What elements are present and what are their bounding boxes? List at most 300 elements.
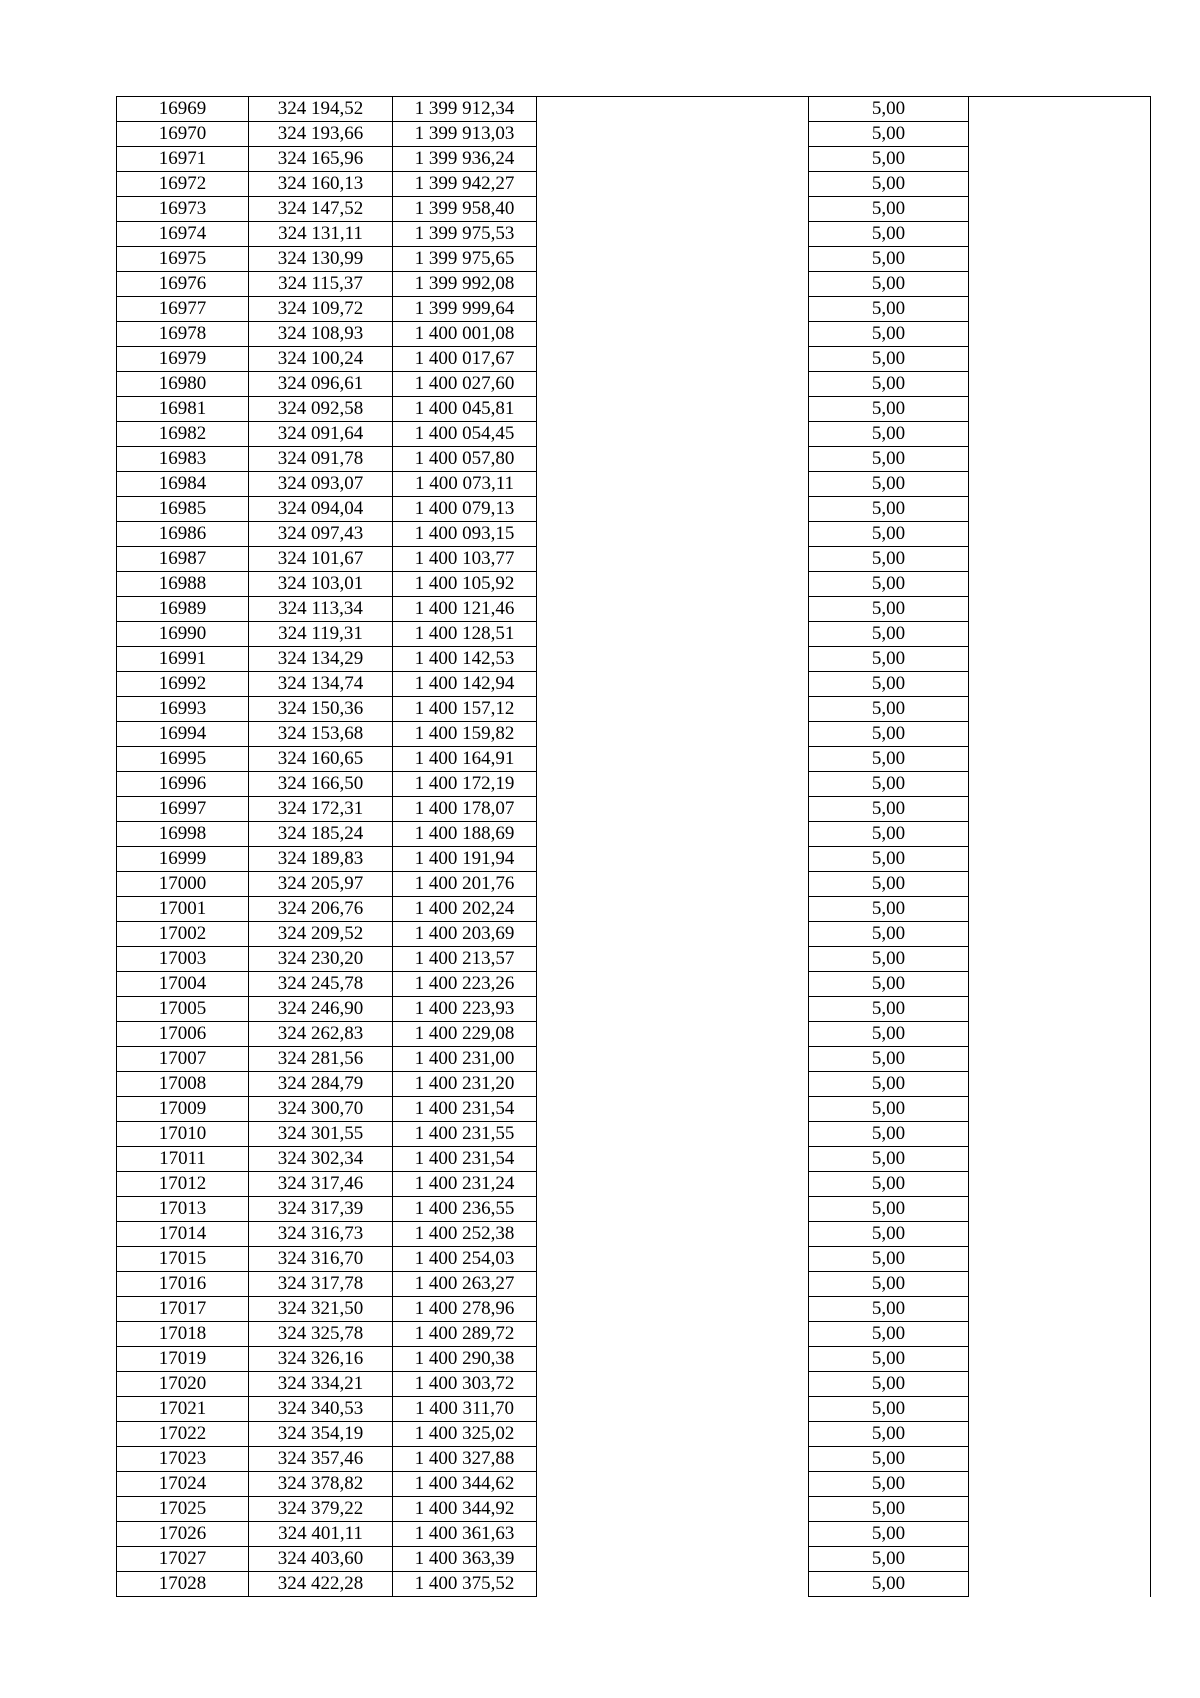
empty-cell bbox=[537, 147, 809, 172]
y-coordinate-cell: 1 400 223,26 bbox=[393, 972, 537, 997]
y-coordinate-cell: 1 400 128,51 bbox=[393, 622, 537, 647]
note-cell bbox=[969, 922, 1151, 947]
note-cell bbox=[969, 1197, 1151, 1222]
value-cell: 5,00 bbox=[809, 572, 969, 597]
y-coordinate-cell: 1 400 363,39 bbox=[393, 1547, 537, 1572]
y-coordinate-cell: 1 400 203,69 bbox=[393, 922, 537, 947]
y-coordinate-cell: 1 400 325,02 bbox=[393, 1422, 537, 1447]
empty-cell bbox=[537, 447, 809, 472]
value-cell: 5,00 bbox=[809, 1247, 969, 1272]
y-coordinate-cell: 1 400 254,03 bbox=[393, 1247, 537, 1272]
table-row bbox=[117, 1072, 1151, 1097]
note-cell bbox=[969, 1397, 1151, 1422]
y-coordinate-cell: 1 399 975,53 bbox=[393, 222, 537, 247]
empty-cell bbox=[537, 697, 809, 722]
table-row bbox=[117, 847, 1151, 872]
y-coordinate-cell: 1 400 057,80 bbox=[393, 447, 537, 472]
y-coordinate-cell: 1 400 263,27 bbox=[393, 1272, 537, 1297]
x-coordinate-cell: 324 160,13 bbox=[249, 172, 393, 197]
table-row bbox=[117, 1547, 1151, 1572]
y-coordinate-cell: 1 399 999,64 bbox=[393, 297, 537, 322]
y-coordinate-cell: 1 400 231,55 bbox=[393, 1122, 537, 1147]
empty-cell bbox=[537, 1397, 809, 1422]
value-cell: 5,00 bbox=[809, 1072, 969, 1097]
table-row bbox=[117, 1047, 1151, 1072]
value-cell: 5,00 bbox=[809, 1172, 969, 1197]
table-row bbox=[117, 447, 1151, 472]
point-number-cell: 16998 bbox=[117, 822, 249, 847]
y-coordinate-cell: 1 400 201,76 bbox=[393, 872, 537, 897]
point-number-cell: 17023 bbox=[117, 1447, 249, 1472]
note-cell bbox=[969, 297, 1151, 322]
value-cell: 5,00 bbox=[809, 397, 969, 422]
empty-cell bbox=[537, 972, 809, 997]
y-coordinate-cell: 1 399 936,24 bbox=[393, 147, 537, 172]
table-row bbox=[117, 1372, 1151, 1397]
y-coordinate-cell: 1 400 188,69 bbox=[393, 822, 537, 847]
empty-cell bbox=[537, 1472, 809, 1497]
note-cell bbox=[969, 497, 1151, 522]
empty-cell bbox=[537, 597, 809, 622]
point-number-cell: 16987 bbox=[117, 547, 249, 572]
table-row bbox=[117, 1397, 1151, 1422]
value-cell: 5,00 bbox=[809, 972, 969, 997]
value-cell: 5,00 bbox=[809, 1147, 969, 1172]
y-coordinate-cell: 1 400 278,96 bbox=[393, 1297, 537, 1322]
y-coordinate-cell: 1 400 303,72 bbox=[393, 1372, 537, 1397]
table-row bbox=[117, 1197, 1151, 1222]
value-cell: 5,00 bbox=[809, 147, 969, 172]
x-coordinate-cell: 324 422,28 bbox=[249, 1572, 393, 1597]
y-coordinate-cell: 1 400 361,63 bbox=[393, 1522, 537, 1547]
x-coordinate-cell: 324 193,66 bbox=[249, 122, 393, 147]
x-coordinate-cell: 324 194,52 bbox=[249, 97, 393, 122]
y-coordinate-cell: 1 400 375,52 bbox=[393, 1572, 537, 1597]
value-cell: 5,00 bbox=[809, 247, 969, 272]
value-cell: 5,00 bbox=[809, 1322, 969, 1347]
y-coordinate-cell: 1 400 159,82 bbox=[393, 722, 537, 747]
x-coordinate-cell: 324 101,67 bbox=[249, 547, 393, 572]
value-cell: 5,00 bbox=[809, 1447, 969, 1472]
empty-cell bbox=[537, 1572, 809, 1597]
value-cell: 5,00 bbox=[809, 1097, 969, 1122]
note-cell bbox=[969, 797, 1151, 822]
empty-cell bbox=[537, 197, 809, 222]
table-row bbox=[117, 1572, 1151, 1597]
note-cell bbox=[969, 647, 1151, 672]
empty-cell bbox=[537, 1522, 809, 1547]
note-cell bbox=[969, 372, 1151, 397]
table-row bbox=[117, 172, 1151, 197]
empty-cell bbox=[537, 222, 809, 247]
y-coordinate-cell: 1 400 231,20 bbox=[393, 1072, 537, 1097]
value-cell: 5,00 bbox=[809, 272, 969, 297]
empty-cell bbox=[537, 422, 809, 447]
note-cell bbox=[969, 447, 1151, 472]
table-row bbox=[117, 622, 1151, 647]
note-cell bbox=[969, 1347, 1151, 1372]
point-number-cell: 16977 bbox=[117, 297, 249, 322]
table-row bbox=[117, 647, 1151, 672]
table-row bbox=[117, 997, 1151, 1022]
point-number-cell: 17002 bbox=[117, 922, 249, 947]
table-row bbox=[117, 1272, 1151, 1297]
empty-cell bbox=[537, 1222, 809, 1247]
x-coordinate-cell: 324 316,70 bbox=[249, 1247, 393, 1272]
point-number-cell: 17007 bbox=[117, 1047, 249, 1072]
value-cell: 5,00 bbox=[809, 547, 969, 572]
note-cell bbox=[969, 772, 1151, 797]
point-number-cell: 17000 bbox=[117, 872, 249, 897]
point-number-cell: 17011 bbox=[117, 1147, 249, 1172]
table-row bbox=[117, 372, 1151, 397]
value-cell: 5,00 bbox=[809, 522, 969, 547]
empty-cell bbox=[537, 647, 809, 672]
table-row bbox=[117, 122, 1151, 147]
value-cell: 5,00 bbox=[809, 372, 969, 397]
point-number-cell: 16996 bbox=[117, 772, 249, 797]
point-number-cell: 16975 bbox=[117, 247, 249, 272]
note-cell bbox=[969, 547, 1151, 572]
y-coordinate-cell: 1 399 958,40 bbox=[393, 197, 537, 222]
note-cell bbox=[969, 1172, 1151, 1197]
table-row bbox=[117, 1347, 1151, 1372]
table-row bbox=[117, 1447, 1151, 1472]
note-cell bbox=[969, 1272, 1151, 1297]
x-coordinate-cell: 324 091,78 bbox=[249, 447, 393, 472]
empty-cell bbox=[537, 672, 809, 697]
point-number-cell: 17010 bbox=[117, 1122, 249, 1147]
y-coordinate-cell: 1 400 172,19 bbox=[393, 772, 537, 797]
note-cell bbox=[969, 1547, 1151, 1572]
point-number-cell: 17003 bbox=[117, 947, 249, 972]
x-coordinate-cell: 324 100,24 bbox=[249, 347, 393, 372]
empty-cell bbox=[537, 872, 809, 897]
table-row bbox=[117, 1522, 1151, 1547]
note-cell bbox=[969, 947, 1151, 972]
y-coordinate-cell: 1 400 231,54 bbox=[393, 1097, 537, 1122]
empty-cell bbox=[537, 1422, 809, 1447]
x-coordinate-cell: 324 302,34 bbox=[249, 1147, 393, 1172]
table-row bbox=[117, 1172, 1151, 1197]
y-coordinate-cell: 1 400 079,13 bbox=[393, 497, 537, 522]
x-coordinate-cell: 324 325,78 bbox=[249, 1322, 393, 1347]
note-cell bbox=[969, 397, 1151, 422]
point-number-cell: 16978 bbox=[117, 322, 249, 347]
x-coordinate-cell: 324 262,83 bbox=[249, 1022, 393, 1047]
note-cell bbox=[969, 1072, 1151, 1097]
value-cell: 5,00 bbox=[809, 447, 969, 472]
value-cell: 5,00 bbox=[809, 347, 969, 372]
note-cell bbox=[969, 1322, 1151, 1347]
value-cell: 5,00 bbox=[809, 597, 969, 622]
point-number-cell: 17022 bbox=[117, 1422, 249, 1447]
empty-cell bbox=[537, 272, 809, 297]
value-cell: 5,00 bbox=[809, 1422, 969, 1447]
table-row bbox=[117, 822, 1151, 847]
point-number-cell: 16988 bbox=[117, 572, 249, 597]
table-row bbox=[117, 672, 1151, 697]
y-coordinate-cell: 1 399 992,08 bbox=[393, 272, 537, 297]
table-row bbox=[117, 897, 1151, 922]
point-number-cell: 16981 bbox=[117, 397, 249, 422]
x-coordinate-cell: 324 230,20 bbox=[249, 947, 393, 972]
x-coordinate-cell: 324 245,78 bbox=[249, 972, 393, 997]
point-number-cell: 17020 bbox=[117, 1372, 249, 1397]
note-cell bbox=[969, 122, 1151, 147]
x-coordinate-cell: 324 109,72 bbox=[249, 297, 393, 322]
table-row bbox=[117, 97, 1151, 122]
x-coordinate-cell: 324 357,46 bbox=[249, 1447, 393, 1472]
y-coordinate-cell: 1 399 912,34 bbox=[393, 97, 537, 122]
x-coordinate-cell: 324 097,43 bbox=[249, 522, 393, 547]
table-row bbox=[117, 397, 1151, 422]
x-coordinate-cell: 324 317,39 bbox=[249, 1197, 393, 1222]
value-cell: 5,00 bbox=[809, 322, 969, 347]
x-coordinate-cell: 324 189,83 bbox=[249, 847, 393, 872]
note-cell bbox=[969, 1097, 1151, 1122]
empty-cell bbox=[537, 1447, 809, 1472]
value-cell: 5,00 bbox=[809, 847, 969, 872]
empty-cell bbox=[537, 897, 809, 922]
note-cell bbox=[969, 1147, 1151, 1172]
empty-cell bbox=[537, 772, 809, 797]
table-row bbox=[117, 147, 1151, 172]
point-number-cell: 16970 bbox=[117, 122, 249, 147]
table-body bbox=[117, 97, 1151, 1597]
point-number-cell: 17012 bbox=[117, 1172, 249, 1197]
table-row bbox=[117, 347, 1151, 372]
point-number-cell: 16972 bbox=[117, 172, 249, 197]
value-cell: 5,00 bbox=[809, 197, 969, 222]
y-coordinate-cell: 1 400 231,24 bbox=[393, 1172, 537, 1197]
x-coordinate-cell: 324 160,65 bbox=[249, 747, 393, 772]
y-coordinate-cell: 1 400 327,88 bbox=[393, 1447, 537, 1472]
table-row bbox=[117, 1247, 1151, 1272]
table-row bbox=[117, 197, 1151, 222]
value-cell: 5,00 bbox=[809, 297, 969, 322]
value-cell: 5,00 bbox=[809, 672, 969, 697]
empty-cell bbox=[537, 572, 809, 597]
x-coordinate-cell: 324 354,19 bbox=[249, 1422, 393, 1447]
empty-cell bbox=[537, 1547, 809, 1572]
empty-cell bbox=[537, 1197, 809, 1222]
x-coordinate-cell: 324 115,37 bbox=[249, 272, 393, 297]
point-number-cell: 16983 bbox=[117, 447, 249, 472]
value-cell: 5,00 bbox=[809, 772, 969, 797]
y-coordinate-cell: 1 400 344,62 bbox=[393, 1472, 537, 1497]
x-coordinate-cell: 324 334,21 bbox=[249, 1372, 393, 1397]
x-coordinate-cell: 324 147,52 bbox=[249, 197, 393, 222]
value-cell: 5,00 bbox=[809, 1122, 969, 1147]
empty-cell bbox=[537, 622, 809, 647]
point-number-cell: 16997 bbox=[117, 797, 249, 822]
note-cell bbox=[969, 572, 1151, 597]
point-number-cell: 17018 bbox=[117, 1322, 249, 1347]
note-cell bbox=[969, 1472, 1151, 1497]
x-coordinate-cell: 324 301,55 bbox=[249, 1122, 393, 1147]
empty-cell bbox=[537, 1347, 809, 1372]
x-coordinate-cell: 324 401,11 bbox=[249, 1522, 393, 1547]
point-number-cell: 17024 bbox=[117, 1472, 249, 1497]
y-coordinate-cell: 1 400 231,00 bbox=[393, 1047, 537, 1072]
empty-cell bbox=[537, 1047, 809, 1072]
value-cell: 5,00 bbox=[809, 797, 969, 822]
point-number-cell: 16994 bbox=[117, 722, 249, 747]
value-cell: 5,00 bbox=[809, 647, 969, 672]
note-cell bbox=[969, 1247, 1151, 1272]
point-number-cell: 16990 bbox=[117, 622, 249, 647]
y-coordinate-cell: 1 400 290,38 bbox=[393, 1347, 537, 1372]
empty-cell bbox=[537, 247, 809, 272]
y-coordinate-cell: 1 400 027,60 bbox=[393, 372, 537, 397]
value-cell: 5,00 bbox=[809, 1222, 969, 1247]
value-cell: 5,00 bbox=[809, 872, 969, 897]
table-row bbox=[117, 1122, 1151, 1147]
empty-cell bbox=[537, 1497, 809, 1522]
table-row bbox=[117, 797, 1151, 822]
note-cell bbox=[969, 147, 1151, 172]
table-row bbox=[117, 972, 1151, 997]
x-coordinate-cell: 324 113,34 bbox=[249, 597, 393, 622]
note-cell bbox=[969, 1222, 1151, 1247]
value-cell: 5,00 bbox=[809, 622, 969, 647]
value-cell: 5,00 bbox=[809, 1347, 969, 1372]
note-cell bbox=[969, 97, 1151, 122]
x-coordinate-cell: 324 403,60 bbox=[249, 1547, 393, 1572]
value-cell: 5,00 bbox=[809, 822, 969, 847]
note-cell bbox=[969, 622, 1151, 647]
table-row bbox=[117, 947, 1151, 972]
empty-cell bbox=[537, 747, 809, 772]
x-coordinate-cell: 324 092,58 bbox=[249, 397, 393, 422]
point-number-cell: 16991 bbox=[117, 647, 249, 672]
x-coordinate-cell: 324 326,16 bbox=[249, 1347, 393, 1372]
y-coordinate-cell: 1 400 103,77 bbox=[393, 547, 537, 572]
x-coordinate-cell: 324 091,64 bbox=[249, 422, 393, 447]
table-row bbox=[117, 697, 1151, 722]
x-coordinate-cell: 324 108,93 bbox=[249, 322, 393, 347]
empty-cell bbox=[537, 497, 809, 522]
y-coordinate-cell: 1 400 142,53 bbox=[393, 647, 537, 672]
y-coordinate-cell: 1 400 001,08 bbox=[393, 322, 537, 347]
y-coordinate-cell: 1 399 913,03 bbox=[393, 122, 537, 147]
empty-cell bbox=[537, 1247, 809, 1272]
empty-cell bbox=[537, 947, 809, 972]
y-coordinate-cell: 1 400 231,54 bbox=[393, 1147, 537, 1172]
y-coordinate-cell: 1 400 229,08 bbox=[393, 1022, 537, 1047]
point-number-cell: 16992 bbox=[117, 672, 249, 697]
y-coordinate-cell: 1 400 045,81 bbox=[393, 397, 537, 422]
value-cell: 5,00 bbox=[809, 1472, 969, 1497]
table-row bbox=[117, 297, 1151, 322]
value-cell: 5,00 bbox=[809, 1547, 969, 1572]
value-cell: 5,00 bbox=[809, 722, 969, 747]
y-coordinate-cell: 1 400 164,91 bbox=[393, 747, 537, 772]
note-cell bbox=[969, 1047, 1151, 1072]
empty-cell bbox=[537, 322, 809, 347]
y-coordinate-cell: 1 400 202,24 bbox=[393, 897, 537, 922]
point-number-cell: 17021 bbox=[117, 1397, 249, 1422]
value-cell: 5,00 bbox=[809, 997, 969, 1022]
point-number-cell: 16984 bbox=[117, 472, 249, 497]
table-row bbox=[117, 222, 1151, 247]
table-row bbox=[117, 422, 1151, 447]
empty-cell bbox=[537, 547, 809, 572]
empty-cell bbox=[537, 1147, 809, 1172]
note-cell bbox=[969, 672, 1151, 697]
table-row bbox=[117, 1472, 1151, 1497]
table-row bbox=[117, 497, 1151, 522]
table-row bbox=[117, 747, 1151, 772]
value-cell: 5,00 bbox=[809, 122, 969, 147]
table-row bbox=[117, 322, 1151, 347]
y-coordinate-cell: 1 400 252,38 bbox=[393, 1222, 537, 1247]
x-coordinate-cell: 324 153,68 bbox=[249, 722, 393, 747]
point-number-cell: 16979 bbox=[117, 347, 249, 372]
table-row bbox=[117, 472, 1151, 497]
note-cell bbox=[969, 997, 1151, 1022]
empty-cell bbox=[537, 1272, 809, 1297]
empty-cell bbox=[537, 397, 809, 422]
x-coordinate-cell: 324 316,73 bbox=[249, 1222, 393, 1247]
point-number-cell: 17028 bbox=[117, 1572, 249, 1597]
y-coordinate-cell: 1 400 121,46 bbox=[393, 597, 537, 622]
empty-cell bbox=[537, 997, 809, 1022]
x-coordinate-cell: 324 134,74 bbox=[249, 672, 393, 697]
note-cell bbox=[969, 1572, 1151, 1597]
note-cell bbox=[969, 172, 1151, 197]
empty-cell bbox=[537, 472, 809, 497]
point-number-cell: 16973 bbox=[117, 197, 249, 222]
x-coordinate-cell: 324 378,82 bbox=[249, 1472, 393, 1497]
note-cell bbox=[969, 1022, 1151, 1047]
note-cell bbox=[969, 197, 1151, 222]
x-coordinate-cell: 324 321,50 bbox=[249, 1297, 393, 1322]
empty-cell bbox=[537, 297, 809, 322]
x-coordinate-cell: 324 281,56 bbox=[249, 1047, 393, 1072]
y-coordinate-cell: 1 400 054,45 bbox=[393, 422, 537, 447]
table-row bbox=[117, 1222, 1151, 1247]
y-coordinate-cell: 1 400 157,12 bbox=[393, 697, 537, 722]
value-cell: 5,00 bbox=[809, 1372, 969, 1397]
x-coordinate-cell: 324 093,07 bbox=[249, 472, 393, 497]
point-number-cell: 16999 bbox=[117, 847, 249, 872]
x-coordinate-cell: 324 206,76 bbox=[249, 897, 393, 922]
value-cell: 5,00 bbox=[809, 1047, 969, 1072]
x-coordinate-cell: 324 172,31 bbox=[249, 797, 393, 822]
note-cell bbox=[969, 897, 1151, 922]
x-coordinate-cell: 324 317,46 bbox=[249, 1172, 393, 1197]
point-number-cell: 17015 bbox=[117, 1247, 249, 1272]
value-cell: 5,00 bbox=[809, 1572, 969, 1597]
note-cell bbox=[969, 247, 1151, 272]
value-cell: 5,00 bbox=[809, 222, 969, 247]
point-number-cell: 16985 bbox=[117, 497, 249, 522]
value-cell: 5,00 bbox=[809, 1297, 969, 1322]
x-coordinate-cell: 324 131,11 bbox=[249, 222, 393, 247]
point-number-cell: 17017 bbox=[117, 1297, 249, 1322]
y-coordinate-cell: 1 400 178,07 bbox=[393, 797, 537, 822]
y-coordinate-cell: 1 400 093,15 bbox=[393, 522, 537, 547]
note-cell bbox=[969, 1447, 1151, 1472]
point-number-cell: 17008 bbox=[117, 1072, 249, 1097]
x-coordinate-cell: 324 300,70 bbox=[249, 1097, 393, 1122]
x-coordinate-cell: 324 185,24 bbox=[249, 822, 393, 847]
table-row bbox=[117, 1422, 1151, 1447]
empty-cell bbox=[537, 1297, 809, 1322]
x-coordinate-cell: 324 119,31 bbox=[249, 622, 393, 647]
